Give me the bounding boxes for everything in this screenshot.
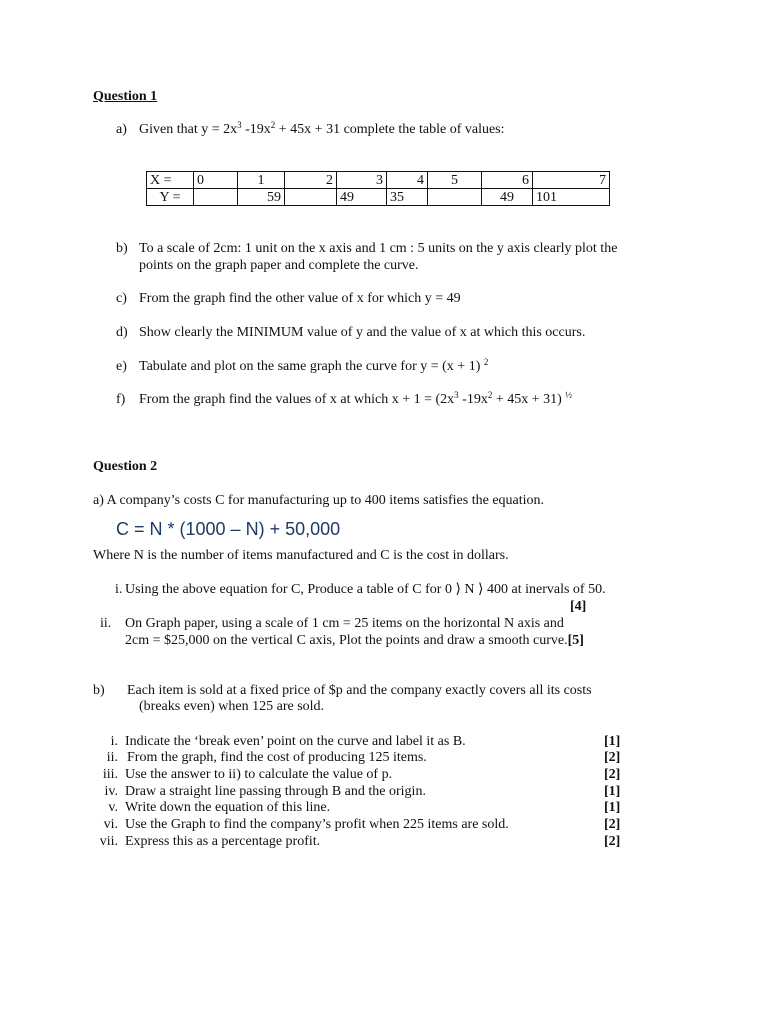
x-cell: 6 [482, 172, 533, 189]
q2-a-intro: a) A company’s costs C for manufacturing up to 400 items satisfies the equation. [93, 493, 545, 508]
list-item-text: Use the answer to ii) to calculate the value of p. [125, 767, 393, 782]
q2-b-line1: Each item is sold at a fixed price of $p and the company exactly covers all its costs [127, 683, 592, 698]
y-cell [194, 189, 238, 206]
values-table [146, 171, 610, 206]
q1-b-line2: points on the graph paper and complete the curve. [139, 258, 419, 273]
q2-b-label: b) [93, 683, 105, 698]
question-2-heading: Question 2 [93, 459, 158, 474]
list-item-marks: [2] [604, 817, 621, 832]
list-item-text: Use the Graph to find the company’s profit when 225 items are sold. [125, 817, 509, 832]
list-item-marks: [2] [604, 767, 621, 782]
list-item-label: ii. [106, 750, 118, 765]
list-item-text: Express this as a percentage profit. [125, 834, 321, 849]
q2-a-ii-line1: On Graph paper, using a scale of 1 cm = 25 items on the horizontal N axis and [125, 616, 564, 631]
y-cell: 101 [533, 189, 610, 206]
table-row-x [147, 172, 610, 189]
list-item-label: iii. [102, 767, 118, 782]
y-cell [428, 189, 482, 206]
q1-e-label: e) [116, 359, 127, 374]
q2-a-i-text: Using the above equation for C, Produce a table of C for 0 ⟩ N ⟩ 400 at inervals of 50. [125, 582, 606, 597]
list-item-marks: [1] [604, 800, 621, 815]
q1-f-label: f) [116, 392, 126, 407]
x-cell: 7 [533, 172, 610, 189]
y-cell: 59 [238, 189, 285, 206]
y-cell: 49 [337, 189, 387, 206]
q1-b-label: b) [116, 241, 128, 256]
y-header-cell: Y = [147, 189, 194, 206]
list-item-label: i. [110, 734, 118, 749]
x-cell: 5 [428, 172, 482, 189]
list-item-marks: [1] [604, 784, 621, 799]
y-cell: 49 [482, 189, 533, 206]
list-item-text: Indicate the ‘break even’ point on the curve and label it as B. [125, 734, 466, 749]
q1-a-label: a) [116, 122, 127, 137]
list-item-marks: [1] [604, 734, 621, 749]
x-cell: 4 [387, 172, 428, 189]
q2-where-text: Where N is the number of items manufactured and C is the cost in dollars. [93, 548, 509, 563]
x-cell: 1 [238, 172, 285, 189]
q1-f-text: From the graph find the values of x at which $x + 1 = (2x^3$ $-19x^2 + 45x + 31$) $^{\frac{1}{2}}$ [139, 390, 573, 407]
q1-e-text: Tabulate and plot on the same graph the curve for y = (x + 1) $^2$ [139, 357, 489, 374]
q2-a-ii-marks: [5] [567, 633, 584, 648]
list-item-marks: [2] [604, 750, 621, 765]
q1-d-text: Show clearly the MINIMUM value of y and the value of x at which this occurs. [139, 325, 586, 340]
list-item-text: Draw a straight line passing through B and the origin. [125, 784, 426, 799]
q2-a-ii-line2: 2cm = $25,000 on the vertical C axis, Plot the points and draw a smooth curve.[5] [125, 633, 584, 648]
q1-b-line1: To a scale of 2cm: 1 unit on the x axis and 1 cm : 5 units on the y axis clearly plot the [139, 241, 618, 256]
x-header-cell: X = [147, 172, 194, 189]
x-cell: 2 [285, 172, 337, 189]
q1-c-text: From the graph find the other value of x for which y = 49 [139, 291, 461, 306]
q1-d-label: d) [116, 325, 128, 340]
x-cell: 3 [337, 172, 387, 189]
list-item-text: Write down the equation of this line. [125, 800, 331, 815]
q2-a-ii-label: ii. [100, 616, 112, 631]
x-cell: 0 [194, 172, 238, 189]
list-item-label: v. [108, 800, 118, 815]
y-cell: 35 [387, 189, 428, 206]
question-1-heading: Question 1 [93, 89, 158, 104]
q2-a-i-marks: [4] [570, 599, 587, 614]
table-row-y [147, 189, 610, 206]
list-item-label: iv. [104, 784, 118, 799]
list-item-label: vi. [103, 817, 118, 832]
list-item-marks: [2] [604, 834, 621, 849]
y-cell [285, 189, 337, 206]
q2-b-line2: (breaks even) when 125 are sold. [139, 699, 325, 714]
q1-c-label: c) [116, 291, 127, 306]
list-item-text: From the graph, find the cost of producing 125 items. [127, 750, 427, 765]
cost-formula: C = N * (1000 – N) + 50,000 [116, 519, 341, 539]
list-item-label: vii. [99, 834, 118, 849]
q2-a-i-label: i. [115, 582, 123, 597]
q1-a-text: Given that $y = 2x^3$ $-19x^2 + 45x + 31$ complete the table of values: [139, 120, 505, 137]
